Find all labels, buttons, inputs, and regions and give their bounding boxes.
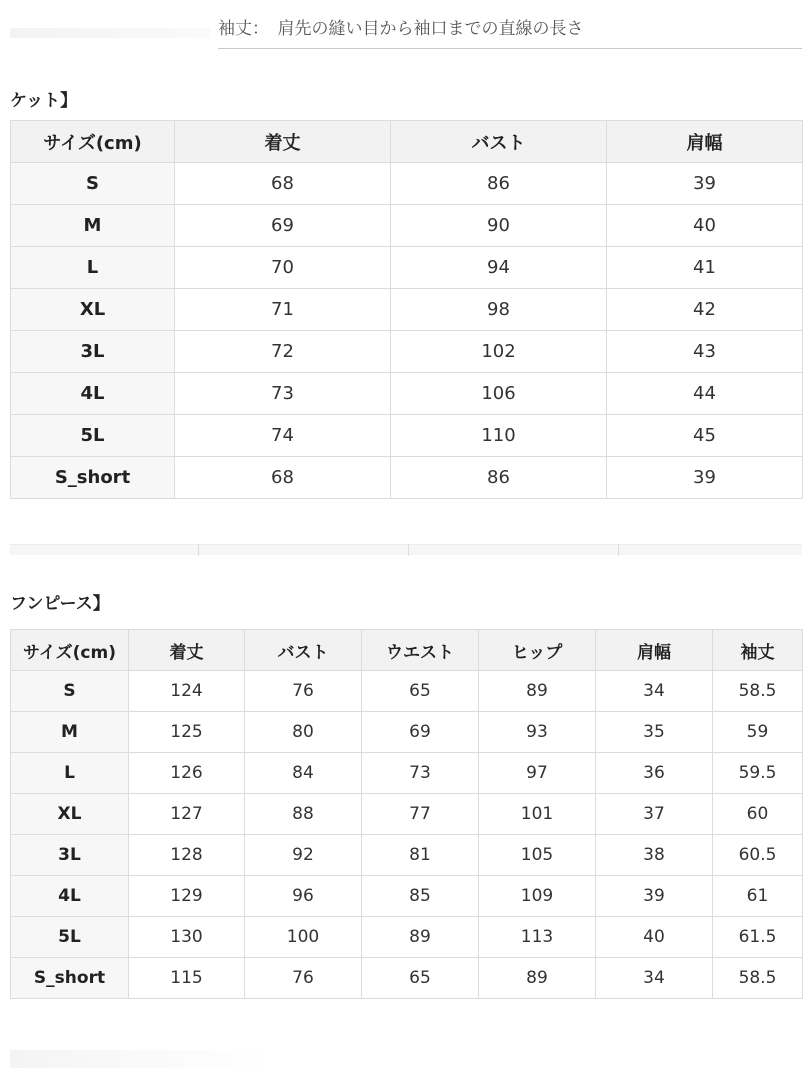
table-cell: 71 — [175, 289, 391, 331]
table-cell: 109 — [479, 876, 596, 917]
table-cell: 69 — [175, 205, 391, 247]
table-cell: 101 — [479, 794, 596, 835]
table-cell: 129 — [129, 876, 245, 917]
table-cell: 45 — [607, 415, 803, 457]
table-row — [11, 671, 803, 712]
table-cell: 93 — [479, 712, 596, 753]
table-cell: 39 — [596, 876, 713, 917]
table-cell: 90 — [391, 205, 607, 247]
table-cell: 97 — [479, 753, 596, 794]
table-cell: 59.5 — [713, 753, 803, 794]
table-cell: 37 — [596, 794, 713, 835]
table-row — [11, 457, 803, 499]
size-label: M — [11, 205, 175, 247]
column-header-size: サイズ(cm) — [11, 630, 129, 671]
table-cell: 36 — [596, 753, 713, 794]
table-cell: 70 — [175, 247, 391, 289]
table-cell: 88 — [245, 794, 362, 835]
table-cell: 113 — [479, 917, 596, 958]
table-cell: 68 — [175, 457, 391, 499]
table-cell: 58.5 — [713, 958, 803, 999]
table-row — [11, 247, 803, 289]
size-label: S — [11, 163, 175, 205]
table-cell: 61.5 — [713, 917, 803, 958]
jacket-size-table — [10, 120, 803, 499]
table-row — [11, 331, 803, 373]
table-cell: 40 — [596, 917, 713, 958]
size-label: S_short — [11, 958, 129, 999]
column-header-shoulder: 肩幅 — [596, 630, 713, 671]
table-cell: 124 — [129, 671, 245, 712]
table-row — [11, 753, 803, 794]
table-header-row — [11, 630, 803, 671]
table-cell: 35 — [596, 712, 713, 753]
table-cell: 77 — [362, 794, 479, 835]
size-label: 4L — [11, 373, 175, 415]
table-cell: 84 — [245, 753, 362, 794]
size-label: 5L — [11, 917, 129, 958]
table-cell: 76 — [245, 671, 362, 712]
onepiece-section-title: フンピース】 — [10, 594, 110, 614]
table-cell: 110 — [391, 415, 607, 457]
size-label: S_short — [11, 457, 175, 499]
cropped-fragment — [10, 1050, 270, 1068]
table-cell: 96 — [245, 876, 362, 917]
table-cell: 81 — [362, 835, 479, 876]
table-cell: 39 — [607, 163, 803, 205]
cropped-fragment — [10, 28, 210, 38]
table-cell: 40 — [607, 205, 803, 247]
size-label: S — [11, 671, 129, 712]
size-label: 3L — [11, 835, 129, 876]
onepiece-size-table — [10, 629, 803, 999]
table-cell: 125 — [129, 712, 245, 753]
table-cell: 74 — [175, 415, 391, 457]
column-header-size: サイズ(cm) — [11, 121, 175, 163]
table-cell: 39 — [607, 457, 803, 499]
table-cell: 102 — [391, 331, 607, 373]
table-cell: 127 — [129, 794, 245, 835]
table-cell: 73 — [362, 753, 479, 794]
table-cell: 126 — [129, 753, 245, 794]
fragment-divider — [618, 544, 619, 556]
sleeve-length-note: 袖丈： 肩先の縫い目から袖口までの直線の長さ — [218, 19, 584, 39]
table-row — [11, 205, 803, 247]
table-cell: 72 — [175, 331, 391, 373]
column-header-bust: バスト — [391, 121, 607, 163]
table-row — [11, 712, 803, 753]
table-cell: 61 — [713, 876, 803, 917]
table-row — [11, 373, 803, 415]
column-header-bust: バスト — [245, 630, 362, 671]
table-cell: 86 — [391, 163, 607, 205]
fragment-divider — [198, 544, 199, 556]
table-cell: 68 — [175, 163, 391, 205]
column-header-sleeve: 袖丈 — [713, 630, 803, 671]
table-cell: 38 — [596, 835, 713, 876]
jacket-section-title: ケット】 — [10, 91, 78, 111]
table-cell: 115 — [129, 958, 245, 999]
table-cell: 60.5 — [713, 835, 803, 876]
table-cell: 34 — [596, 958, 713, 999]
table-cell: 85 — [362, 876, 479, 917]
table-row — [11, 163, 803, 205]
top-note-strip — [0, 0, 810, 50]
table-cell: 86 — [391, 457, 607, 499]
table-header-row — [11, 121, 803, 163]
cropped-table-fragment — [10, 536, 802, 556]
fragment-divider — [408, 544, 409, 556]
table-cell: 59 — [713, 712, 803, 753]
table-row — [11, 876, 803, 917]
table-cell: 69 — [362, 712, 479, 753]
table-cell: 98 — [391, 289, 607, 331]
table-cell: 105 — [479, 835, 596, 876]
size-label: 3L — [11, 331, 175, 373]
fragment-bar — [10, 544, 802, 555]
size-label: XL — [11, 289, 175, 331]
table-cell: 106 — [391, 373, 607, 415]
column-header-waist: ウエスト — [362, 630, 479, 671]
table-row — [11, 917, 803, 958]
column-header-hip: ヒップ — [479, 630, 596, 671]
table-cell: 89 — [479, 671, 596, 712]
table-cell: 43 — [607, 331, 803, 373]
table-cell: 65 — [362, 958, 479, 999]
table-cell: 89 — [362, 917, 479, 958]
table-row — [11, 415, 803, 457]
table-cell: 80 — [245, 712, 362, 753]
table-cell: 41 — [607, 247, 803, 289]
table-row — [11, 289, 803, 331]
size-label: 4L — [11, 876, 129, 917]
table-cell: 65 — [362, 671, 479, 712]
table-cell: 73 — [175, 373, 391, 415]
table-cell: 42 — [607, 289, 803, 331]
size-label: L — [11, 247, 175, 289]
size-label: L — [11, 753, 129, 794]
table-cell: 128 — [129, 835, 245, 876]
table-cell: 44 — [607, 373, 803, 415]
size-label: M — [11, 712, 129, 753]
table-cell: 60 — [713, 794, 803, 835]
table-row — [11, 958, 803, 999]
table-cell: 92 — [245, 835, 362, 876]
column-header-length: 着丈 — [175, 121, 391, 163]
note-divider — [218, 48, 802, 49]
table-cell: 34 — [596, 671, 713, 712]
size-label: XL — [11, 794, 129, 835]
table-cell: 94 — [391, 247, 607, 289]
column-header-shoulder: 肩幅 — [607, 121, 803, 163]
table-row — [11, 794, 803, 835]
table-cell: 100 — [245, 917, 362, 958]
table-cell: 76 — [245, 958, 362, 999]
table-cell: 130 — [129, 917, 245, 958]
column-header-length: 着丈 — [129, 630, 245, 671]
table-cell: 58.5 — [713, 671, 803, 712]
size-label: 5L — [11, 415, 175, 457]
table-cell: 89 — [479, 958, 596, 999]
table-row — [11, 835, 803, 876]
